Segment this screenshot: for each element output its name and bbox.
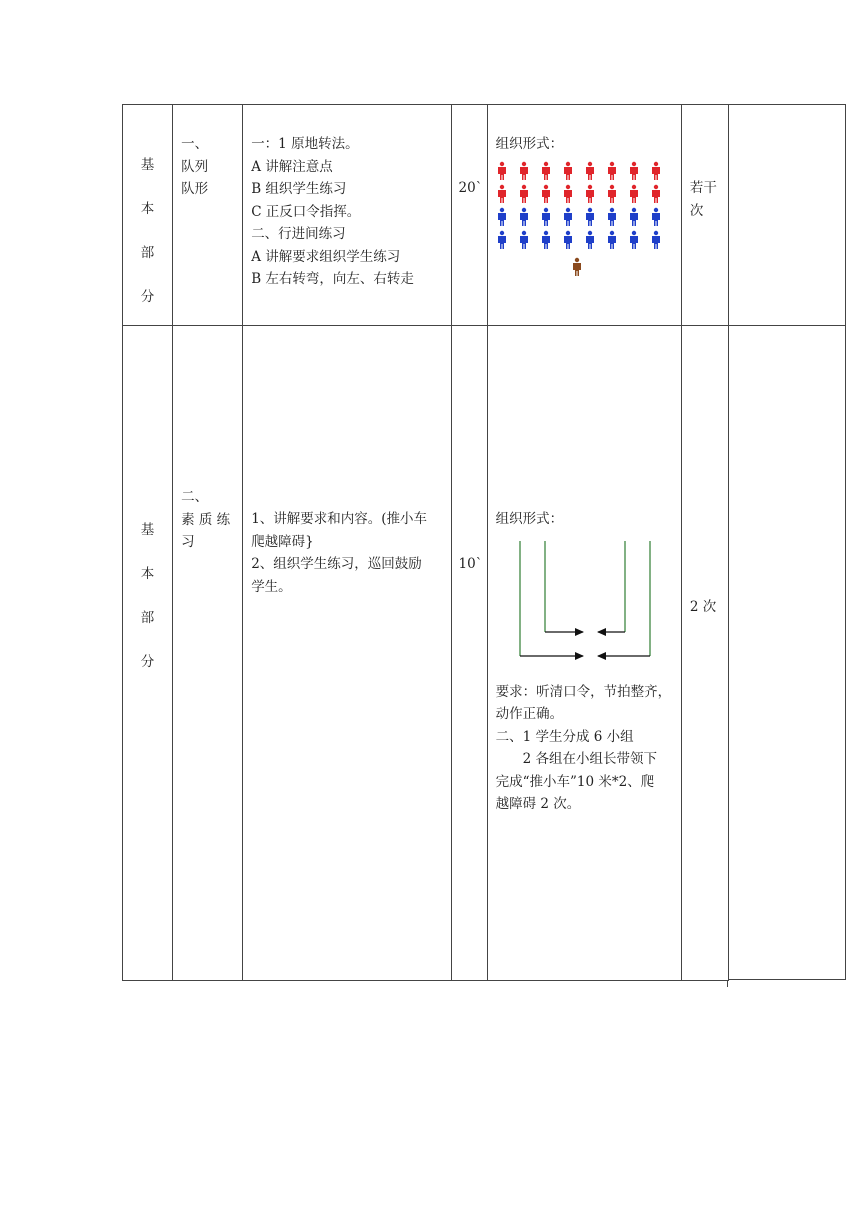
student-figure-red bbox=[542, 184, 550, 202]
count-line: 若干 bbox=[689, 180, 717, 196]
student-figure-blue bbox=[564, 207, 572, 225]
student-figure-blue bbox=[586, 230, 594, 248]
topic-line: 队形 bbox=[181, 181, 209, 197]
organization-title: 组织形式： bbox=[495, 511, 564, 527]
content-line: C 正反口令指挥。 bbox=[251, 203, 361, 220]
content-line: B 组织学生练习 bbox=[251, 181, 347, 197]
section-label-cell bbox=[123, 326, 173, 981]
organization-title: 组织形式： bbox=[495, 136, 564, 152]
student-figure-blue bbox=[608, 230, 616, 248]
section-char: 分 bbox=[140, 289, 155, 305]
organization-cell bbox=[487, 105, 681, 326]
content-line: 爬越障碍} bbox=[251, 533, 314, 550]
content-line: B 左右转弯，向左、右转走 bbox=[251, 271, 414, 287]
student-figure-blue bbox=[652, 207, 660, 225]
formation-diagram bbox=[488, 156, 682, 296]
topic-line: 队列 bbox=[181, 158, 209, 175]
content-line: A 讲解注意点 bbox=[251, 158, 333, 175]
student-figure-red bbox=[564, 184, 572, 202]
requirement-line: 2 各组在小组长带领下 bbox=[495, 751, 657, 767]
time-cell bbox=[451, 326, 487, 981]
notes-divider bbox=[728, 325, 846, 326]
topic-line: 习 bbox=[181, 534, 195, 550]
section-char: 基 bbox=[140, 522, 155, 538]
student-figure-blue bbox=[564, 230, 572, 248]
table-edge-tick bbox=[727, 980, 728, 987]
table-row bbox=[123, 326, 729, 981]
topic-line: 一、 bbox=[181, 136, 209, 152]
student-figure-blue bbox=[608, 207, 616, 225]
table-row bbox=[123, 105, 729, 326]
student-figure-blue bbox=[542, 230, 550, 248]
student-figure-blue bbox=[630, 207, 638, 225]
student-figure-blue bbox=[652, 230, 660, 248]
count-line: 次 bbox=[689, 202, 704, 219]
student-figure-red bbox=[520, 184, 528, 202]
student-figure-red bbox=[652, 161, 660, 179]
count-line: 2 次 bbox=[689, 599, 717, 615]
requirement-line: 越障碍 2 次。 bbox=[495, 796, 581, 812]
content-cell bbox=[243, 326, 451, 981]
student-figure-red bbox=[498, 161, 506, 179]
content-cell bbox=[243, 105, 451, 326]
time-cell bbox=[451, 105, 487, 326]
arrow-head bbox=[575, 628, 584, 636]
student-figure-red bbox=[520, 161, 528, 179]
student-figure-red bbox=[542, 161, 550, 179]
content-line: 二、行进间练习 bbox=[251, 226, 346, 242]
time-value: 10` bbox=[458, 556, 483, 572]
section-char: 分 bbox=[140, 654, 155, 670]
topic-line: 二、 bbox=[181, 489, 209, 505]
requirement-line: 要求：听清口令，节拍整齐， bbox=[495, 683, 672, 700]
student-figure-blue bbox=[630, 230, 638, 248]
requirement-line: 动作正确。 bbox=[495, 706, 564, 722]
student-figure-blue bbox=[586, 207, 594, 225]
student-figure-red bbox=[608, 184, 616, 202]
section-char: 本 bbox=[140, 201, 155, 217]
student-figure-blue bbox=[498, 230, 506, 248]
student-figure-red bbox=[630, 161, 638, 179]
requirement-line: 二、1 学生分成 6 小组 bbox=[495, 728, 634, 745]
student-figure-blue bbox=[498, 207, 506, 225]
section-char: 部 bbox=[140, 245, 155, 261]
section-char: 本 bbox=[140, 566, 155, 582]
student-figure-blue bbox=[520, 207, 528, 225]
content-line: A 讲解要求组织学生练习 bbox=[251, 248, 401, 265]
student-figure-red bbox=[498, 184, 506, 202]
student-figure-red bbox=[608, 161, 616, 179]
time-value: 20` bbox=[458, 180, 483, 196]
content-line: 学生。 bbox=[251, 578, 292, 595]
requirement-line: 完成“推小车”10 米*2、爬 bbox=[495, 773, 655, 790]
count-cell bbox=[681, 105, 728, 326]
student-figure-red bbox=[586, 161, 594, 179]
student-figure-red bbox=[652, 184, 660, 202]
section-char: 基 bbox=[140, 157, 155, 173]
lanes-diagram bbox=[488, 531, 682, 676]
arrow-head bbox=[575, 652, 584, 660]
organization-cell bbox=[487, 326, 681, 981]
arrow-head bbox=[597, 652, 606, 660]
student-figure-red bbox=[586, 184, 594, 202]
section-label-cell bbox=[123, 105, 173, 326]
count-cell bbox=[681, 326, 728, 981]
student-figure-blue bbox=[520, 230, 528, 248]
topic-line: 素 质 练 bbox=[181, 511, 231, 528]
arrow-head bbox=[597, 628, 606, 636]
topic-cell bbox=[173, 105, 243, 326]
student-figure-red bbox=[564, 161, 572, 179]
notes-column bbox=[728, 104, 846, 980]
teacher-figure bbox=[573, 257, 581, 275]
topic-cell bbox=[173, 326, 243, 981]
section-char: 部 bbox=[140, 610, 155, 626]
content-line: 1、讲解要求和内容。(推小车 bbox=[251, 511, 428, 527]
content-line: 2、组织学生练习，巡回鼓励 bbox=[251, 556, 422, 572]
student-figure-blue bbox=[542, 207, 550, 225]
lesson-plan-table bbox=[122, 104, 729, 981]
student-figure-red bbox=[630, 184, 638, 202]
content-line: 一：1 原地转法。 bbox=[251, 136, 359, 152]
